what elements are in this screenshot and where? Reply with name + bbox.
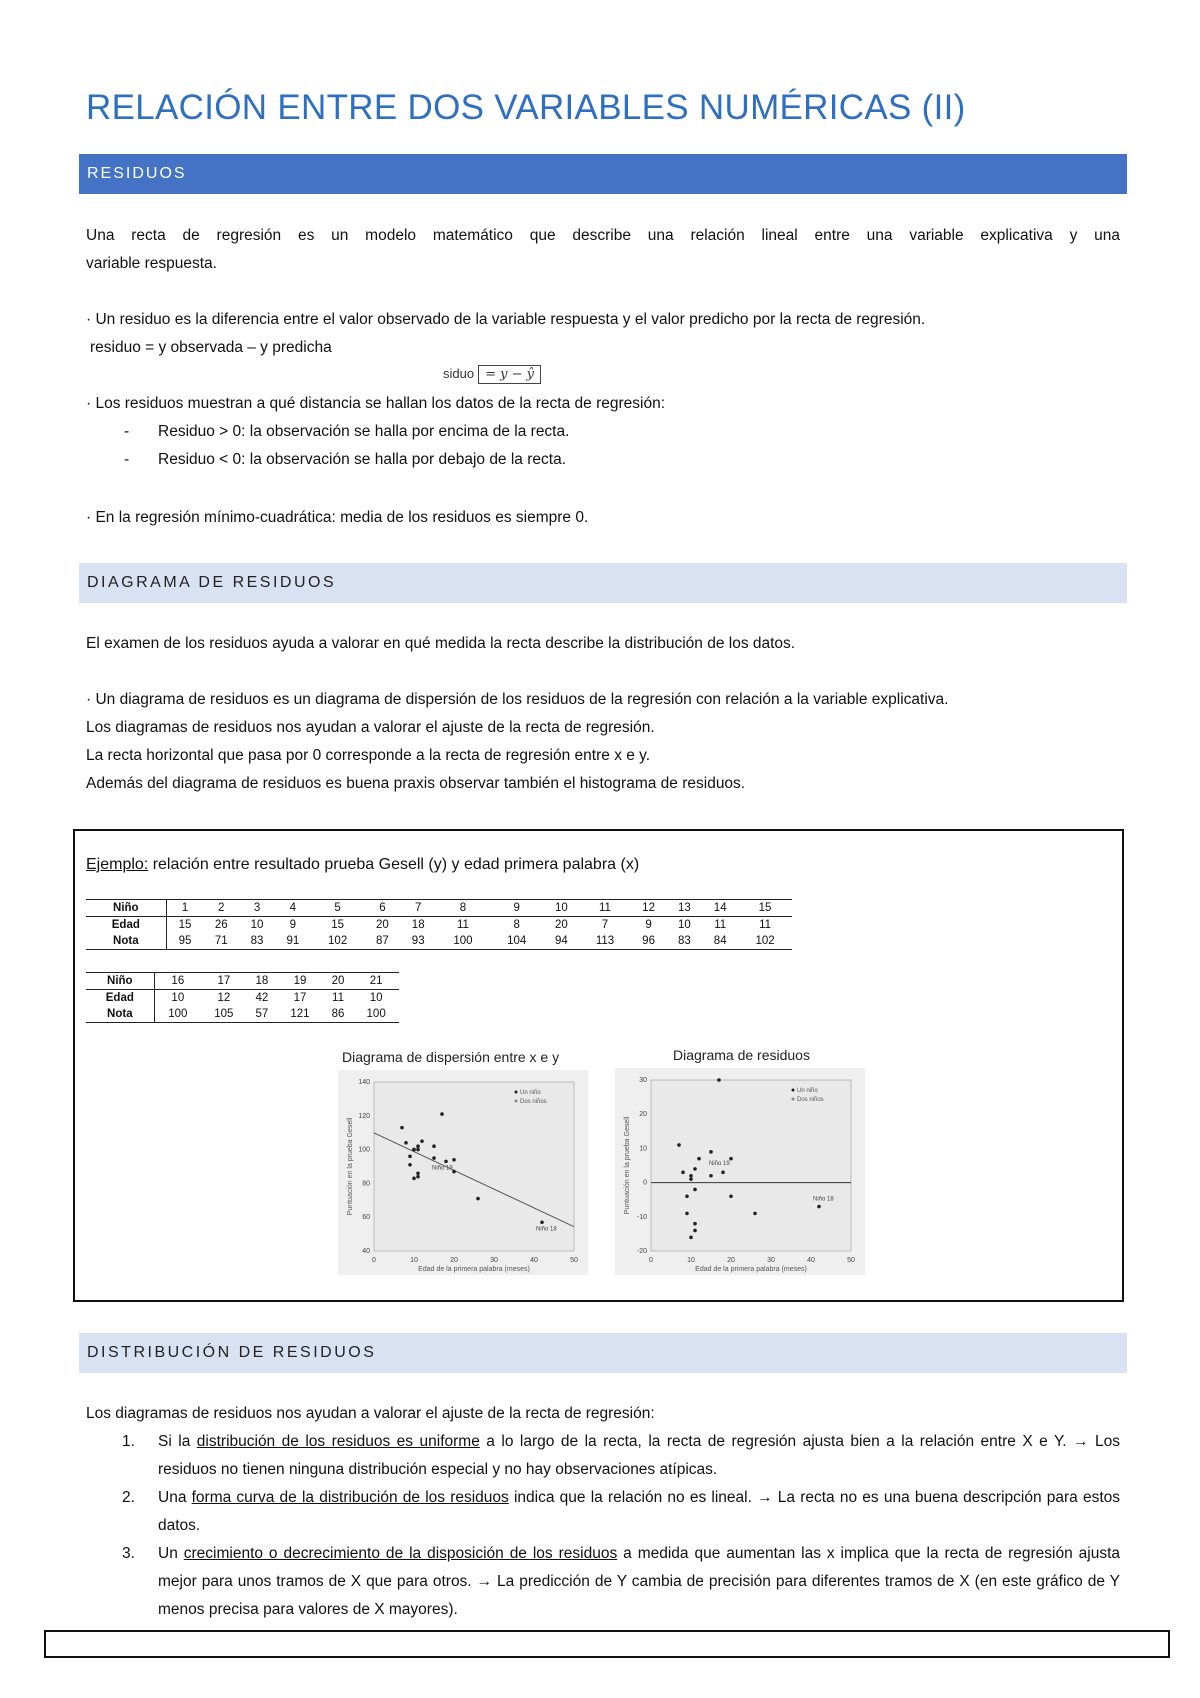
table-cell: 121 <box>277 1006 323 1023</box>
x-axis-label: Edad de la primera palabra (meses) <box>418 1266 530 1273</box>
table-cell: 8 <box>436 900 490 917</box>
data-point <box>432 1156 436 1160</box>
residuos-intro-line2: variable respuesta. <box>86 255 217 272</box>
y-tick-label: 60 <box>362 1214 370 1222</box>
table-cell: 12 <box>631 900 667 917</box>
section-header-residuos: RESIDUOS <box>79 154 1127 194</box>
y-tick-label: 140 <box>358 1079 370 1086</box>
table-cell: 17 <box>201 973 247 990</box>
table-cell: 18 <box>247 973 277 990</box>
dash-marker: - <box>124 451 130 468</box>
x-tick-label: 50 <box>570 1257 578 1264</box>
table-cell: 7 <box>601 919 609 931</box>
y-tick-label: -10 <box>636 1213 647 1221</box>
table-cell: 11 <box>456 919 469 931</box>
table-cell: 3 <box>239 900 275 917</box>
table-cell: 113 <box>579 933 630 950</box>
legend-label: Un niño <box>520 1090 541 1096</box>
example-title <box>86 856 639 874</box>
data-point <box>721 1171 725 1175</box>
list-item-text: a lo largo de la recta, la recta de regresión ajusta bien a la relación entre X e Y. → Los residuos no tienen ninguna distribución especial y no hay observaciones atípicas. <box>158 1433 1121 1478</box>
table-cell: 11 <box>714 919 727 931</box>
x-tick-label: 0 <box>649 1257 653 1264</box>
table-cell: 11 <box>759 919 772 931</box>
y-tick-label: 120 <box>358 1112 370 1120</box>
diagrama-p4: La recta horizontal que pasa por 0 corresponde a la recta de regresión entre x e y. <box>86 747 651 764</box>
table-cell: 18 <box>411 919 425 931</box>
data-point <box>817 1205 821 1209</box>
table-cell: 83 <box>666 933 702 950</box>
table-cell: 10 <box>544 900 580 917</box>
formula-image-expr: = y − ŷ <box>478 365 541 384</box>
y-tick-label: 80 <box>362 1180 370 1188</box>
table-cell: 14 <box>702 900 738 917</box>
table-cell: 10 <box>677 919 691 931</box>
y-tick-label: 10 <box>639 1145 647 1153</box>
data-point <box>709 1174 713 1178</box>
table-cell: 91 <box>275 933 311 950</box>
data-point <box>408 1163 412 1167</box>
data-point <box>677 1143 681 1147</box>
dash-marker: - <box>124 423 130 440</box>
table-row <box>86 1006 399 1023</box>
data-point <box>697 1157 701 1161</box>
legend-marker <box>515 1100 518 1103</box>
example-label: Ejemplo: <box>86 856 149 873</box>
residuos-formula-text: residuo = y observada – y predicha <box>90 339 332 356</box>
legend-marker <box>792 1089 795 1092</box>
table-cell: 10 <box>250 919 264 931</box>
table-row-header: Nota <box>86 933 166 950</box>
table-cell: 12 <box>217 992 231 1004</box>
data-point <box>416 1171 420 1175</box>
list-item-underlined: distribución de los residuos es uniforme <box>196 1433 480 1450</box>
data-point <box>709 1150 713 1154</box>
table-cell: 11 <box>579 900 630 917</box>
x-tick-label: 40 <box>807 1257 815 1264</box>
table-cell: 102 <box>311 933 365 950</box>
data-point <box>412 1177 416 1181</box>
table-cell: 95 <box>166 933 203 950</box>
table-cell: 1 <box>166 900 203 917</box>
legend-label: Dos niños <box>520 1099 547 1105</box>
diagrama-p2: · Un diagrama de residuos es un diagrama de dispersión de los residuos de la regresión con relación a la variable explicativa. <box>86 691 949 708</box>
residuos-bullet3: · En la regresión mínimo-cuadrática: media de los residuos es siempre 0. <box>86 509 589 526</box>
residual-chart <box>615 1068 865 1275</box>
annotation-label: Niño 19 <box>709 1160 730 1167</box>
data-point <box>452 1170 456 1174</box>
x-axis-label: Edad de la primera palabra (meses) <box>695 1266 807 1273</box>
list-item-number: 1. <box>122 1433 135 1450</box>
data-point <box>693 1222 697 1226</box>
table-cell: 7 <box>400 900 436 917</box>
list-item <box>86 1428 1120 1484</box>
x-tick-label: 10 <box>687 1257 695 1264</box>
table-cell: 20 <box>375 919 389 931</box>
table-cell: 2 <box>203 900 239 917</box>
section-header-diagrama: DIAGRAMA DE RESIDUOS <box>79 563 1127 603</box>
residuos-dash1 <box>124 418 569 446</box>
list-item-text: Una <box>158 1489 192 1506</box>
table-cell: 16 <box>154 973 201 990</box>
data-table-2 <box>86 972 399 1023</box>
data-point <box>444 1160 448 1164</box>
y-axis-label: Puntuación en la prueba Gesell <box>624 1116 631 1215</box>
example-text: relación entre resultado prueba Gesell (y) y edad primera palabra (x) <box>148 856 640 873</box>
list-item-text: indica que la relación no es lineal. → La recta no es una buena descripción para estos datos. <box>158 1489 1121 1534</box>
y-tick-label: -20 <box>636 1248 647 1255</box>
table-cell: 4 <box>275 900 311 917</box>
table-cell: 100 <box>353 1006 399 1023</box>
table-cell: 10 <box>171 992 185 1004</box>
data-point <box>416 1175 420 1179</box>
table-cell: 96 <box>631 933 667 950</box>
table-cell: 83 <box>239 933 275 950</box>
data-point <box>452 1158 456 1162</box>
section-header-distribucion: DISTRIBUCIÓN DE RESIDUOS <box>79 1333 1127 1373</box>
data-point <box>693 1229 697 1233</box>
table-cell: 13 <box>666 900 702 917</box>
formula-image-label: siduo <box>443 366 475 381</box>
data-point <box>729 1157 733 1161</box>
list-item <box>86 1484 1120 1540</box>
table-cell: 42 <box>255 992 269 1004</box>
distribucion-list <box>86 1428 1120 1624</box>
table-cell: 15 <box>331 919 345 931</box>
list-item-text: a medida que aumentan las x implica que la recta de regresión ajusta mejor para unos tramos de X que para otros. → La predicción de Y cambia de precisión para diferentes tramos de X (en este gráfico de Y menos precisa para valores de X mayores). <box>158 1545 1120 1618</box>
data-point <box>717 1078 721 1082</box>
table-cell: 10 <box>369 992 383 1004</box>
table-cell: 102 <box>738 933 792 950</box>
table-row <box>86 933 792 950</box>
table-cell: 104 <box>490 933 544 950</box>
scatter-chart-title: Diagrama de dispersión entre x e y <box>342 1049 560 1065</box>
table-row <box>86 917 792 934</box>
bottom-box <box>44 1630 1170 1658</box>
y-tick-label: 0 <box>643 1179 647 1187</box>
data-point <box>685 1212 689 1216</box>
residuos-dash2 <box>124 446 566 474</box>
data-point <box>408 1155 412 1159</box>
table-cell: 100 <box>436 933 490 950</box>
table-cell: 9 <box>289 919 297 931</box>
page-title: RELACIÓN ENTRE DOS VARIABLES NUMÉRICAS (II) <box>86 88 966 127</box>
legend-marker <box>792 1098 795 1101</box>
x-tick-label: 20 <box>450 1257 458 1264</box>
data-table-1 <box>86 899 792 950</box>
x-tick-label: 30 <box>490 1257 498 1264</box>
data-point <box>753 1212 757 1216</box>
y-tick-label: 30 <box>639 1077 647 1084</box>
data-point <box>689 1174 693 1178</box>
table-cell: 20 <box>555 919 568 931</box>
data-point <box>689 1236 693 1240</box>
list-item-text: Si la <box>158 1433 197 1450</box>
plot-area <box>651 1080 851 1251</box>
annotation-label: Niño 18 <box>813 1196 834 1203</box>
table-cell: 21 <box>353 973 399 990</box>
table-row-header: Niño <box>86 973 154 990</box>
x-tick-label: 30 <box>767 1257 775 1264</box>
table-cell: 5 <box>311 900 365 917</box>
diagrama-p1: El examen de los residuos ayuda a valorar en qué medida la recta describe la distribución de los datos. <box>86 635 796 652</box>
x-tick-label: 10 <box>410 1257 418 1264</box>
y-tick-label: 40 <box>362 1248 370 1255</box>
table-row-header: Edad <box>86 917 166 934</box>
table-cell: 26 <box>214 919 228 931</box>
table-cell: 20 <box>323 973 353 990</box>
distribucion-intro: Los diagramas de residuos nos ayudan a valorar el ajuste de la recta de regresión: <box>86 1405 655 1422</box>
list-item-underlined: forma curva de la distribución de los residuos <box>191 1489 509 1506</box>
scatter-chart <box>338 1070 588 1275</box>
data-point <box>476 1197 480 1201</box>
data-point <box>681 1171 685 1175</box>
table-row <box>86 990 399 1007</box>
data-point <box>693 1167 697 1171</box>
data-point <box>693 1188 697 1192</box>
table-cell: 8 <box>513 919 520 931</box>
list-item-text: Un <box>158 1545 184 1562</box>
table-cell: 86 <box>323 1006 353 1023</box>
table-cell: 87 <box>364 933 400 950</box>
data-point <box>400 1126 404 1130</box>
data-point <box>685 1194 689 1198</box>
list-item <box>86 1540 1120 1624</box>
table-cell: 84 <box>702 933 738 950</box>
table-row-header: Edad <box>86 990 154 1007</box>
data-point <box>540 1220 544 1224</box>
table-cell: 57 <box>247 1006 277 1023</box>
table-cell: 93 <box>400 933 436 950</box>
annotation-label: Niño 19 <box>432 1165 453 1172</box>
table-cell: 17 <box>293 992 307 1004</box>
list-item-number: 3. <box>122 1545 135 1562</box>
residuos-bullet1: · Un residuo es la diferencia entre el valor observado de la variable respuesta y el valor predicho por la recta de regresión. <box>86 311 926 328</box>
legend-label: Dos niños <box>797 1097 824 1103</box>
dash2-text: Residuo < 0: la observación se halla por debajo de la recta. <box>158 451 566 468</box>
data-point <box>416 1148 420 1152</box>
table-row <box>86 900 792 917</box>
table-cell: 9 <box>490 900 544 917</box>
x-tick-label: 20 <box>727 1257 735 1264</box>
table-row-header: Niño <box>86 900 166 917</box>
data-point <box>689 1177 693 1181</box>
residual-chart-title: Diagrama de residuos <box>673 1047 810 1063</box>
legend-marker <box>515 1091 518 1094</box>
table-cell: 100 <box>154 1006 201 1023</box>
list-item-number: 2. <box>122 1489 135 1506</box>
table-row <box>86 973 399 990</box>
diagrama-p5: Además del diagrama de residuos es buena praxis observar también el histograma de residuos. <box>86 775 746 792</box>
data-point <box>412 1148 416 1152</box>
data-point <box>404 1141 408 1145</box>
table-cell: 11 <box>332 992 344 1004</box>
y-tick-label: 20 <box>639 1111 647 1119</box>
y-axis-label: Puntuación en la prueba Gesell <box>347 1117 354 1216</box>
table-cell: 94 <box>544 933 580 950</box>
table-cell: 6 <box>364 900 400 917</box>
x-tick-label: 0 <box>372 1257 376 1264</box>
x-tick-label: 50 <box>847 1257 855 1264</box>
data-point <box>440 1112 444 1116</box>
residuos-intro-line1: Una recta de regresión es un modelo matemático que describe una relación lineal entre una variable explicativa y una <box>86 227 1120 244</box>
table-cell: 9 <box>645 919 652 931</box>
table-cell: 19 <box>277 973 323 990</box>
table-row-header: Nota <box>86 1006 154 1023</box>
annotation-label: Niño 18 <box>536 1226 557 1233</box>
residuos-bullet2: · Los residuos muestran a qué distancia se hallan los datos de la recta de regresión: <box>86 395 666 412</box>
list-item-underlined: crecimiento o decrecimiento de la disposición de los residuos <box>183 1545 618 1562</box>
table-cell: 71 <box>203 933 239 950</box>
diagrama-p3: Los diagramas de residuos nos ayudan a valorar el ajuste de la recta de regresión. <box>86 719 655 736</box>
data-point <box>432 1144 436 1148</box>
data-point <box>416 1144 420 1148</box>
data-point <box>729 1194 733 1198</box>
legend-label: Un niño <box>797 1088 818 1094</box>
table-cell: 15 <box>178 919 192 931</box>
formula-image <box>443 366 541 382</box>
x-tick-label: 40 <box>530 1257 538 1264</box>
dash1-text: Residuo > 0: la observación se halla por encima de la recta. <box>158 423 570 440</box>
table-cell: 15 <box>738 900 792 917</box>
y-tick-label: 100 <box>358 1146 370 1154</box>
data-point <box>420 1139 424 1143</box>
table-cell: 105 <box>201 1006 247 1023</box>
